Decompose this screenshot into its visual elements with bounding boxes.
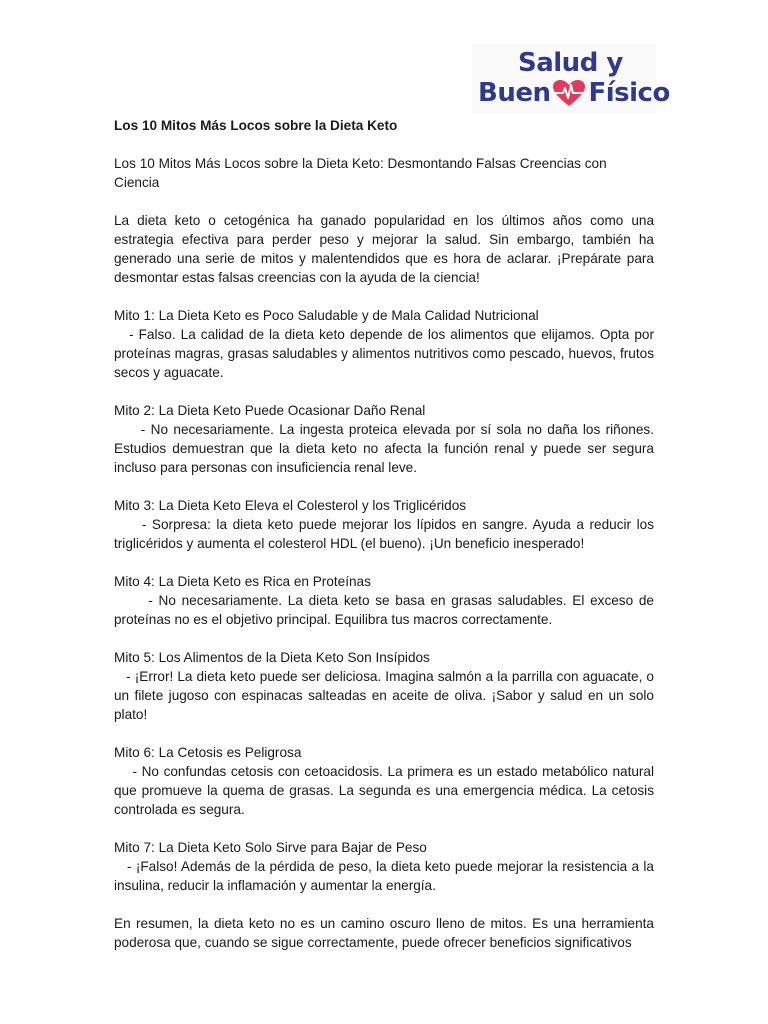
myth-title: Mito 7: La Dieta Keto Solo Sirve para Bajar de Peso — [114, 840, 427, 855]
myth-item — [114, 743, 658, 819]
myth-title: Mito 3: La Dieta Keto Eleva el Colesterol y los Triglicéridos — [114, 498, 467, 513]
myth-item — [114, 838, 658, 895]
document-body — [114, 116, 658, 952]
myth-body: - Falso. La calidad de la dieta keto depende de los alimentos que elijamos. Opta por proteínas magras, grasas saludables y alimentos nutritivos como pescado, huevos, frutos secos y aguacate. — [114, 327, 658, 380]
myth-item — [114, 496, 658, 553]
document-title: Los 10 Mitos Más Locos sobre la Dieta Keto — [114, 118, 398, 133]
myth-body: - No confundas cetosis con cetoacidosis. La primera es un estado metabólico natural que promueve la quema de grasas. La segunda es una emergencia médica. La cetosis controlada es segura. — [114, 764, 658, 817]
myth-body: - ¡Falso! Además de la pérdida de peso, la dieta keto puede mejorar la resistencia a la insulina, reducir la inflamación y aumentar la energía. — [114, 859, 658, 893]
myth-body: - No necesariamente. La dieta keto se basa en grasas saludables. El exceso de proteínas no es el objetivo principal. Equilibra tus macros correctamente. — [114, 593, 658, 627]
myth-item — [114, 306, 658, 382]
myth-title: Mito 1: La Dieta Keto es Poco Saludable y de Mala Calidad Nutricional — [114, 308, 539, 323]
document-subtitle: Los 10 Mitos Más Locos sobre la Dieta Keto: Desmontando Falsas Creencias con Ciencia — [114, 156, 607, 190]
brand-logo — [472, 44, 670, 114]
myth-item — [114, 401, 658, 477]
myth-title: Mito 4: La Dieta Keto es Rica en Proteínas — [114, 574, 371, 589]
myth-body: - Sorpresa: la dieta keto puede mejorar los lípidos en sangre. Ayuda a reducir los triglicéridos y aumenta el colesterol HDL (el bueno). ¡Un beneficio inesperado! — [114, 517, 658, 551]
myth-body: - ¡Error! La dieta keto puede ser deliciosa. Imagina salmón a la parrilla con aguacate, o un filete jugoso con espinacas salteadas en aceite de oliva. ¡Sabor y salud en un solo plato! — [114, 669, 658, 722]
myth-body: - No necesariamente. La ingesta proteica elevada por sí sola no daña los riñones. Estudios demuestran que la dieta keto no afecta la función renal y puede ser segura incluso para personas con insuficiencia renal leve. — [114, 422, 658, 475]
myth-item — [114, 648, 658, 724]
conclusion-paragraph: En resumen, la dieta keto no es un camino oscuro lleno de mitos. Es una herramienta poderosa que, cuando se sigue correctamente, puede ofrecer beneficios significativos — [114, 916, 654, 950]
myth-title: Mito 2: La Dieta Keto Puede Ocasionar Daño Renal — [114, 403, 426, 418]
logo-line-2 — [478, 78, 670, 108]
myth-item — [114, 572, 658, 629]
logo-word-fisico: Físico — [588, 78, 670, 108]
myth-title: Mito 5: Los Alimentos de la Dieta Keto Son Insípidos — [114, 650, 430, 665]
heartbeat-heart-icon — [552, 79, 586, 107]
intro-paragraph: La dieta keto o cetogénica ha ganado popularidad en los últimos años como una estrategia efectiva para perder peso y mejorar la salud. Sin embargo, también ha generado una serie de mitos y malentendidos que es hora de aclarar. ¡Prepárate para desmontar estas falsas creencias con la ayuda de la ciencia! — [114, 213, 654, 285]
myth-title: Mito 6: La Cetosis es Peligrosa — [114, 745, 302, 760]
logo-line-1: Salud y — [518, 48, 623, 78]
logo-word-buen: Buen — [478, 78, 551, 108]
